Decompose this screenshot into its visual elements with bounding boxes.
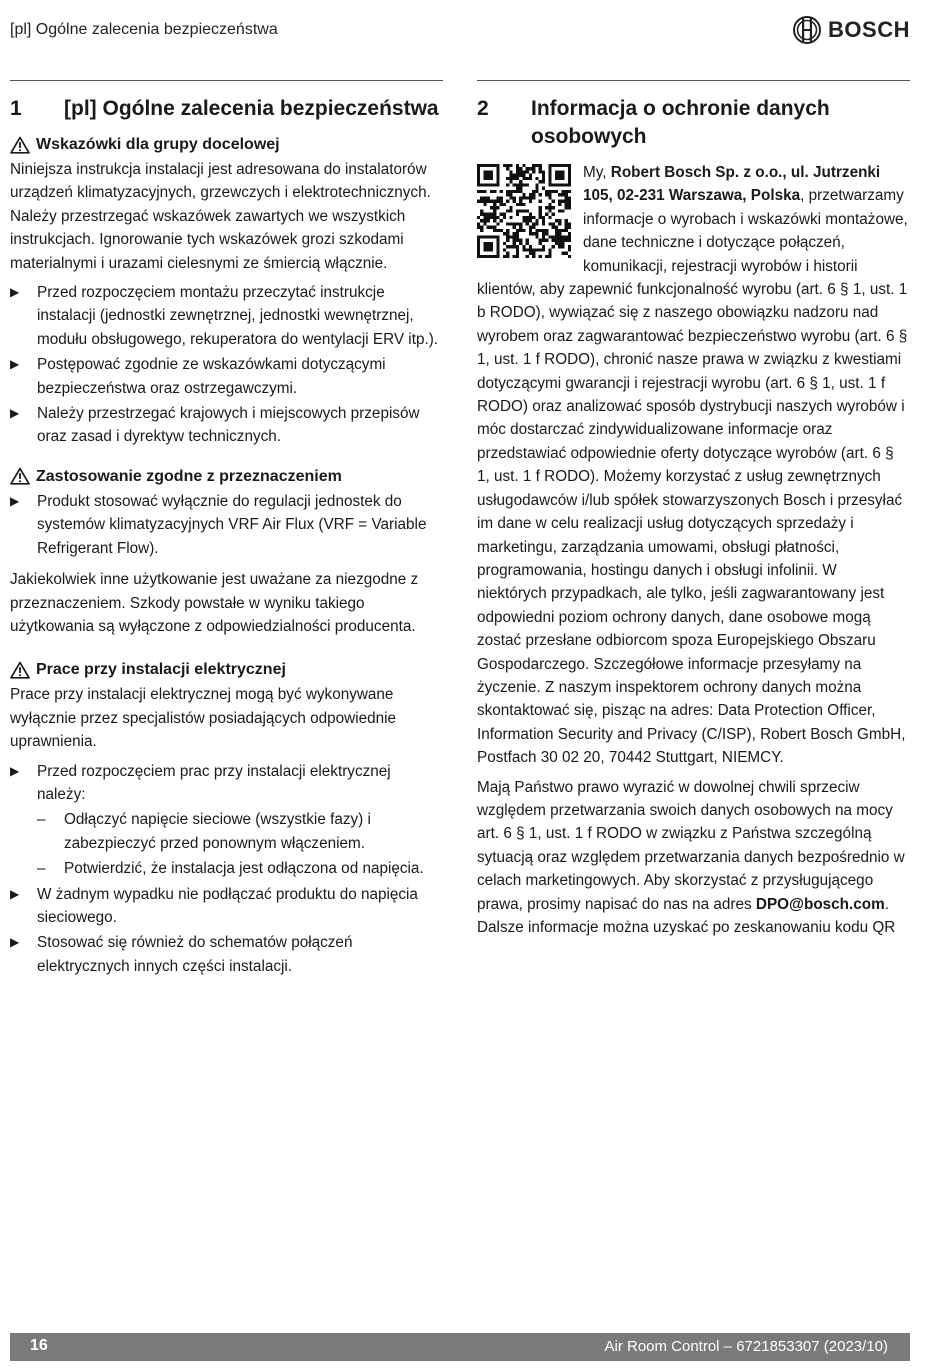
intended-use-text: Jakiekolwiek inne użytkowanie jest uważane za niezgodne z przeznaczeniem. Szkody powstałe w wyniku takiego użytkowania są wyłączone z odpowiedzialności producenta. <box>10 571 419 635</box>
sub-list-item <box>37 808 443 855</box>
bullet-marker: ▶ <box>10 406 20 421</box>
bullet-marker: ▶ <box>10 285 20 300</box>
list-item <box>10 760 443 807</box>
section-title: Informacja o ochronie danych osobowych <box>531 97 830 148</box>
list-item <box>10 490 443 560</box>
heading-text: Prace przy instalacji elektrycznej <box>36 661 286 679</box>
list-item-text: Stosować się również do schematów połączeń elektrycznych innych części instalacji. <box>37 934 353 975</box>
warning-icon <box>10 661 30 679</box>
section-number: 1 <box>10 97 22 120</box>
document-reference: Air Room Control – 6721853307 (2023/10) <box>604 1338 888 1355</box>
dash-marker: – <box>37 811 46 829</box>
heading-text: Zastosowanie zgodne z przeznaczeniem <box>36 467 342 485</box>
list-item <box>10 883 443 930</box>
bullet-marker: ▶ <box>10 763 20 778</box>
list-item <box>10 281 443 351</box>
company-address: Robert Bosch Sp. z o.o., ul. Jutrzenki 105, 02-231 Warszawa, Polska <box>583 164 881 205</box>
warning-icon <box>10 136 30 154</box>
target-group-heading <box>10 133 443 156</box>
objection-right-text <box>477 776 910 940</box>
section-1-heading <box>10 95 443 123</box>
bullet-marker: ▶ <box>10 357 20 372</box>
footer-bar <box>10 1333 910 1361</box>
heading-text: Wskazówki dla grupy docelowej <box>36 136 280 153</box>
bullet-marker: ▶ <box>10 493 20 508</box>
sub-list-item-text: Odłączyć napięcie sieciowe (wszystkie fazy) i zabezpieczyć przed ponownym włączeniem. <box>64 811 371 852</box>
left-column <box>10 80 443 980</box>
warning-icon <box>10 467 30 485</box>
list-item-text: Przed rozpoczęciem prac przy instalacji elektrycznej należy: <box>37 762 391 803</box>
section-2-heading <box>477 95 910 151</box>
electrical-work-heading <box>10 658 443 681</box>
list-item-text: Przed rozpoczęciem montażu przeczytać instrukcje instalacji (jednostki zewnętrznej, jednostki wewnętrznej, modułu obsługowego, rekuperatora do wentylacji ERV itp.). <box>37 284 439 348</box>
running-title: [pl] Ogólne zalecenia bezpieczeństwa <box>10 21 278 38</box>
list-item <box>10 353 443 400</box>
section-title: [pl] Ogólne zalecenia bezpieczeństwa <box>64 97 439 120</box>
qr-code-icon <box>477 164 571 258</box>
right-column <box>477 80 910 945</box>
page-number: 16 <box>30 1337 48 1354</box>
closing-text: . Dalsze informacje można uzyskać po zeskanowaniu kodu QR <box>477 895 896 936</box>
dash-marker: – <box>37 860 46 878</box>
bullet-marker: ▶ <box>10 935 20 950</box>
list-item-text: Produkt stosować wyłącznie do regulacji jednostek do systemów klimatyzacyjnych VRF Air Flux (VRF = Variable Refrigerant Flow). <box>37 492 427 557</box>
sub-list-item-text: Potwierdzić, że instalacja jest odłączona od napięcia. <box>64 860 424 878</box>
list-item <box>10 402 443 449</box>
contact-email: DPO@bosch.com <box>755 895 885 913</box>
processing-text: , przetwarzamy informacje o wyrobach i wskazówki montażowe, dane techniczne i dotyczące połączeń, komunikacji, rejestracji wyrobów i historii klientów, aby zapewnić funkcjonalność wyrobu (art. 6 § 1, ust. 1 b RODO), wywiązać się z naszego obowiązku nadzoru nad wyrobem oraz zagwarantować bezpieczeństwo wyrobu (art. 6 § 1, ust. 1 f RODO), chronić nasze prawa w związku z kwestiami dotyczącymi gwarancji i rejestracji wyrobu (art. 6 § 1, ust. 1 f RODO) oraz analizować sposób dystrybucji naszych wyrobów i móc dostarczać zindywidualizowane informacje oraz przedstawiać odpowiednie oferty dotyczące wyrobów (art. 6 § 1, ust. 1 f RODO). Możemy korzystać z usług zewnętrznych usługodawców i/lub spółek stowarzyszonych Bosch i przesyłać im dane w celu realizacji usług dotyczących sprzedaży i marketingu, zarządzania umowami, obsługi płatności, programowania, hostingu danych i obsługi infolinii. W niektórych przypadkach, ale tylko, jeśli zagwarantowany jest odpowiedni poziom ochrony danych, dane osobowe mogą zostać przesłane odbiorcom spoza Europejskiego Obszaru Gospodarczego. Szczegółowe informacje przesyłamy na życzenie. Z naszym inspektorem ochrony danych można skontaktować się, pisząc na adres: Data Protection Officer, Information Security and Privacy (C/ISP), Robert Bosch GmbH, Postfach 30 02 20, 70442 Stuttgart, NIEMCY. <box>477 187 908 767</box>
target-group-text: Niniejsza instrukcja instalacji jest adresowana do instalatorów urządzeń klimatyzacyjnych, grzewczych i elektrotechnicznych. Należy przestrzegać wskazówek zawartych we wszystkich instrukcjach. Ignorowanie tych wskazówek grozi szkodami materialnymi i urazami cielesnymi ze śmiercią włącznie. <box>10 161 431 272</box>
bullet-marker: ▶ <box>10 886 20 901</box>
objection-text: Mają Państwo prawo wyrazić w dowolnej chwili sprzeciw względem przetwarzania swoich danych osobowych na mocy art. 6 § 1, ust. 1 f RODO w związku z Państwa szczególną sytuacją oraz względem przetwarzania danych bezpośrednio w celach marketingowych. Aby skorzystać z przysługującego prawa, prosimy napisać do nas na adres <box>477 778 905 913</box>
list-item-text: Postępować zgodnie ze wskazówkami dotyczącymi bezpieczeństwa oraz ostrzegawczymi. <box>37 356 386 397</box>
top-rule <box>477 80 910 81</box>
sub-list-item <box>37 857 443 880</box>
electrical-work-text: Prace przy instalacji elektrycznej mogą być wykonywane wyłącznie przez specjalistów posiadających odpowiednie uprawnienia. <box>10 686 397 751</box>
bosch-armature-icon <box>792 15 822 45</box>
section-number: 2 <box>477 97 489 120</box>
top-rule <box>10 80 443 81</box>
brand-name: BOSCH <box>828 17 910 42</box>
list-item-text: Należy przestrzegać krajowych i miejscowych przepisów oraz zasad i dyrektyw technicznych. <box>37 405 420 446</box>
list-item <box>10 931 443 978</box>
intended-use-heading <box>10 465 443 488</box>
bosch-logo <box>792 15 910 45</box>
intro-text: My, <box>583 164 611 181</box>
list-item-text: W żadnym wypadku nie podłączać produktu do napięcia sieciowego. <box>37 885 418 926</box>
